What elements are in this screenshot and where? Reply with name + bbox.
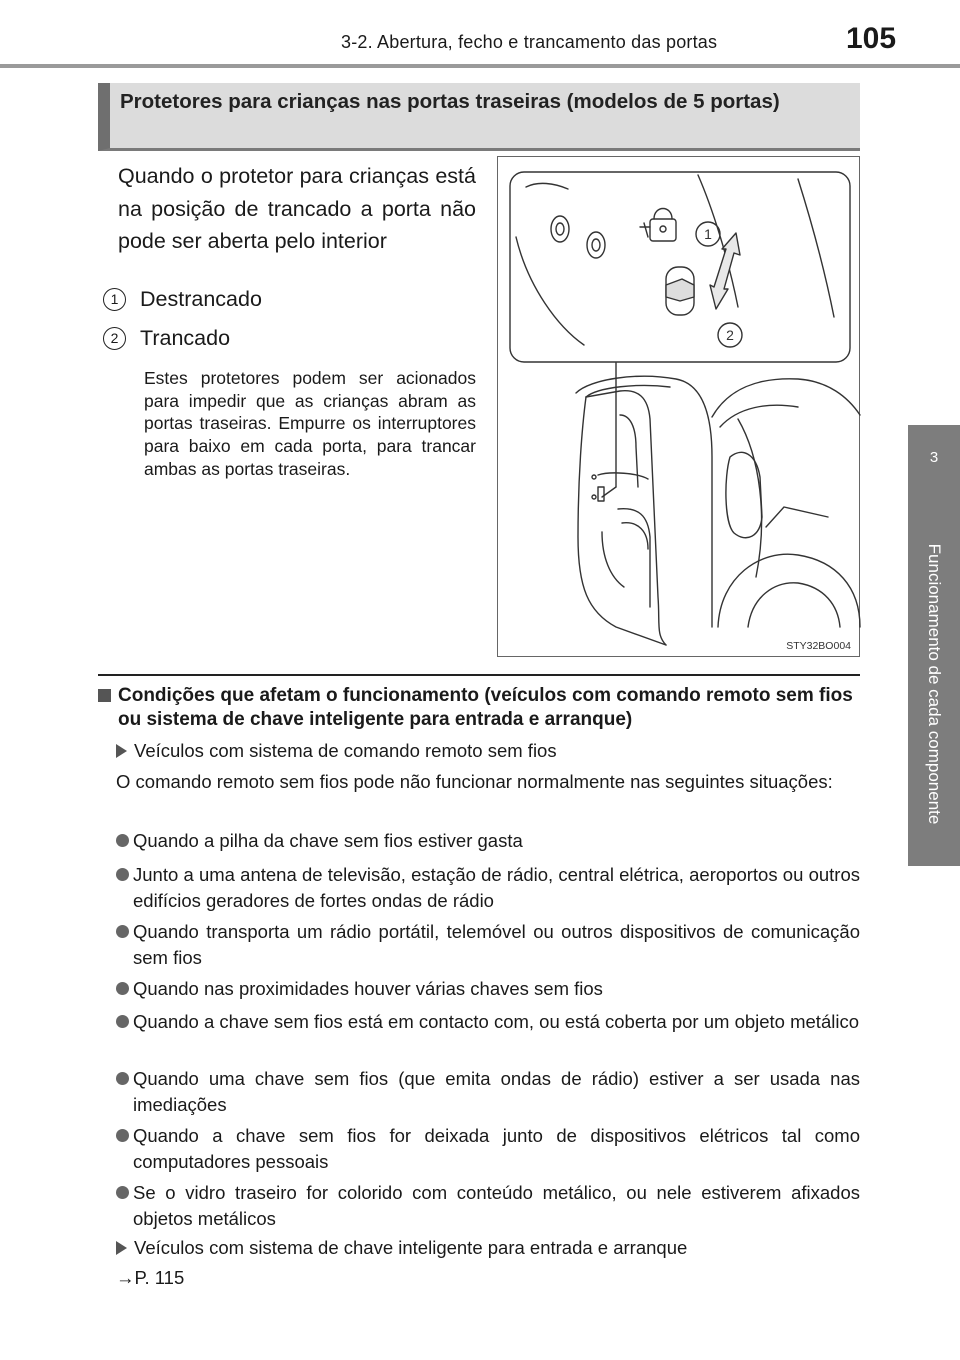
triangle-bullet-icon [116, 1241, 127, 1255]
item-unlocked [103, 287, 262, 312]
remote-subheading-text: Veículos com sistema de comando remoto sem fios [134, 740, 557, 761]
bullet-dot-icon [116, 1186, 129, 1199]
bullet-item [116, 1123, 860, 1175]
section-title: Protetores para crianças nas portas traseiras (modelos de 5 portas) [120, 90, 780, 113]
bullet-item [116, 1009, 860, 1035]
bullet-item [116, 976, 860, 1002]
callout-1-label: 1 [704, 226, 712, 242]
note-text: Estes protetores podem ser acionados para impedir que as crianças abram as portas traseiras. Empurre os interruptores para baixo em cada porta, para trancar ambas as portas traseiras. [144, 368, 476, 479]
header-rule [0, 64, 960, 68]
illustration-code: STY32BO004 [786, 640, 851, 652]
bullet-text: Quando a chave sem fios for deixada junto de dispositivos elétricos tal como computadores pessoais [133, 1125, 860, 1172]
smart-key-subheading-text: Veículos com sistema de chave inteligente para entrada e arranque [134, 1237, 688, 1258]
chapter-tab-title: Funcionamento de cada componente [925, 543, 944, 824]
bullet-text: Junto a uma antena de televisão, estação de rádio, central elétrica, aeroportos ou outros edifícios geradores de fortes ondas de rádio [133, 864, 860, 911]
bullet-text: Quando transporta um rádio portátil, telemóvel ou outros dispositivos de comunicação sem fios [133, 921, 860, 968]
bullet-dot-icon [116, 1072, 129, 1085]
bullet-text: Quando uma chave sem fios (que emita ondas de rádio) estiver a ser usada nas imediações [133, 1068, 860, 1115]
smart-key-subheading [116, 1237, 687, 1259]
item-label: Trancado [140, 326, 231, 350]
door-lock-drawing [498, 157, 861, 658]
chapter-tab-number: 3 [908, 425, 960, 501]
bullet-item [116, 862, 860, 914]
page-number: 105 [846, 22, 897, 55]
header-title: 3-2. Abertura, fecho e trancamento das portas [341, 32, 718, 52]
bullet-text: Quando a pilha da chave sem fios estiver gasta [133, 830, 523, 851]
item-label: Destrancado [140, 287, 262, 311]
chapter-tab [908, 501, 960, 866]
bullet-item [116, 828, 860, 854]
bullet-item [116, 1180, 860, 1232]
bullet-item [116, 919, 860, 971]
conditions-title: Condições que afetam o funcionamento (veículos com comando remoto sem fios ou sistema de chave inteligente para entrada e arranque) [118, 685, 853, 730]
bullet-dot-icon [116, 1015, 129, 1028]
bullet-text: Quando a chave sem fios está em contacto com, ou está coberta por um objeto metálico [133, 1011, 859, 1032]
page-reference-link[interactable]: →P. 115 [116, 1267, 185, 1288]
item-locked [103, 326, 230, 351]
square-bullet-icon [98, 689, 111, 702]
remote-intro: O comando remoto sem fios pode não funcionar normalmente nas seguintes situações: [116, 771, 833, 792]
bullet-text: Quando nas proximidades houver várias chaves sem fios [133, 978, 603, 999]
callout-marker: 1 [103, 288, 126, 311]
conditions-heading [98, 684, 860, 732]
bullet-dot-icon [116, 925, 129, 938]
section-rule [98, 674, 860, 676]
intro-text: Quando o protetor para crianças está na posição de trancado a porta não pode ser aberta pelo interior [118, 164, 476, 253]
triangle-bullet-icon [116, 744, 127, 758]
bullet-item [116, 1066, 860, 1118]
bullet-dot-icon [116, 834, 129, 847]
section-heading-bar [98, 83, 860, 151]
door-illustration [497, 156, 860, 657]
callout-marker: 2 [103, 327, 126, 350]
bullet-dot-icon [116, 868, 129, 881]
callout-2-label: 2 [726, 327, 734, 343]
bullet-dot-icon [116, 1129, 129, 1142]
bullet-text: Se o vidro traseiro for colorido com conteúdo metálico, ou nele estiverem afixados objetos metálicos [133, 1182, 860, 1229]
bullet-dot-icon [116, 982, 129, 995]
remote-subheading [116, 740, 557, 762]
